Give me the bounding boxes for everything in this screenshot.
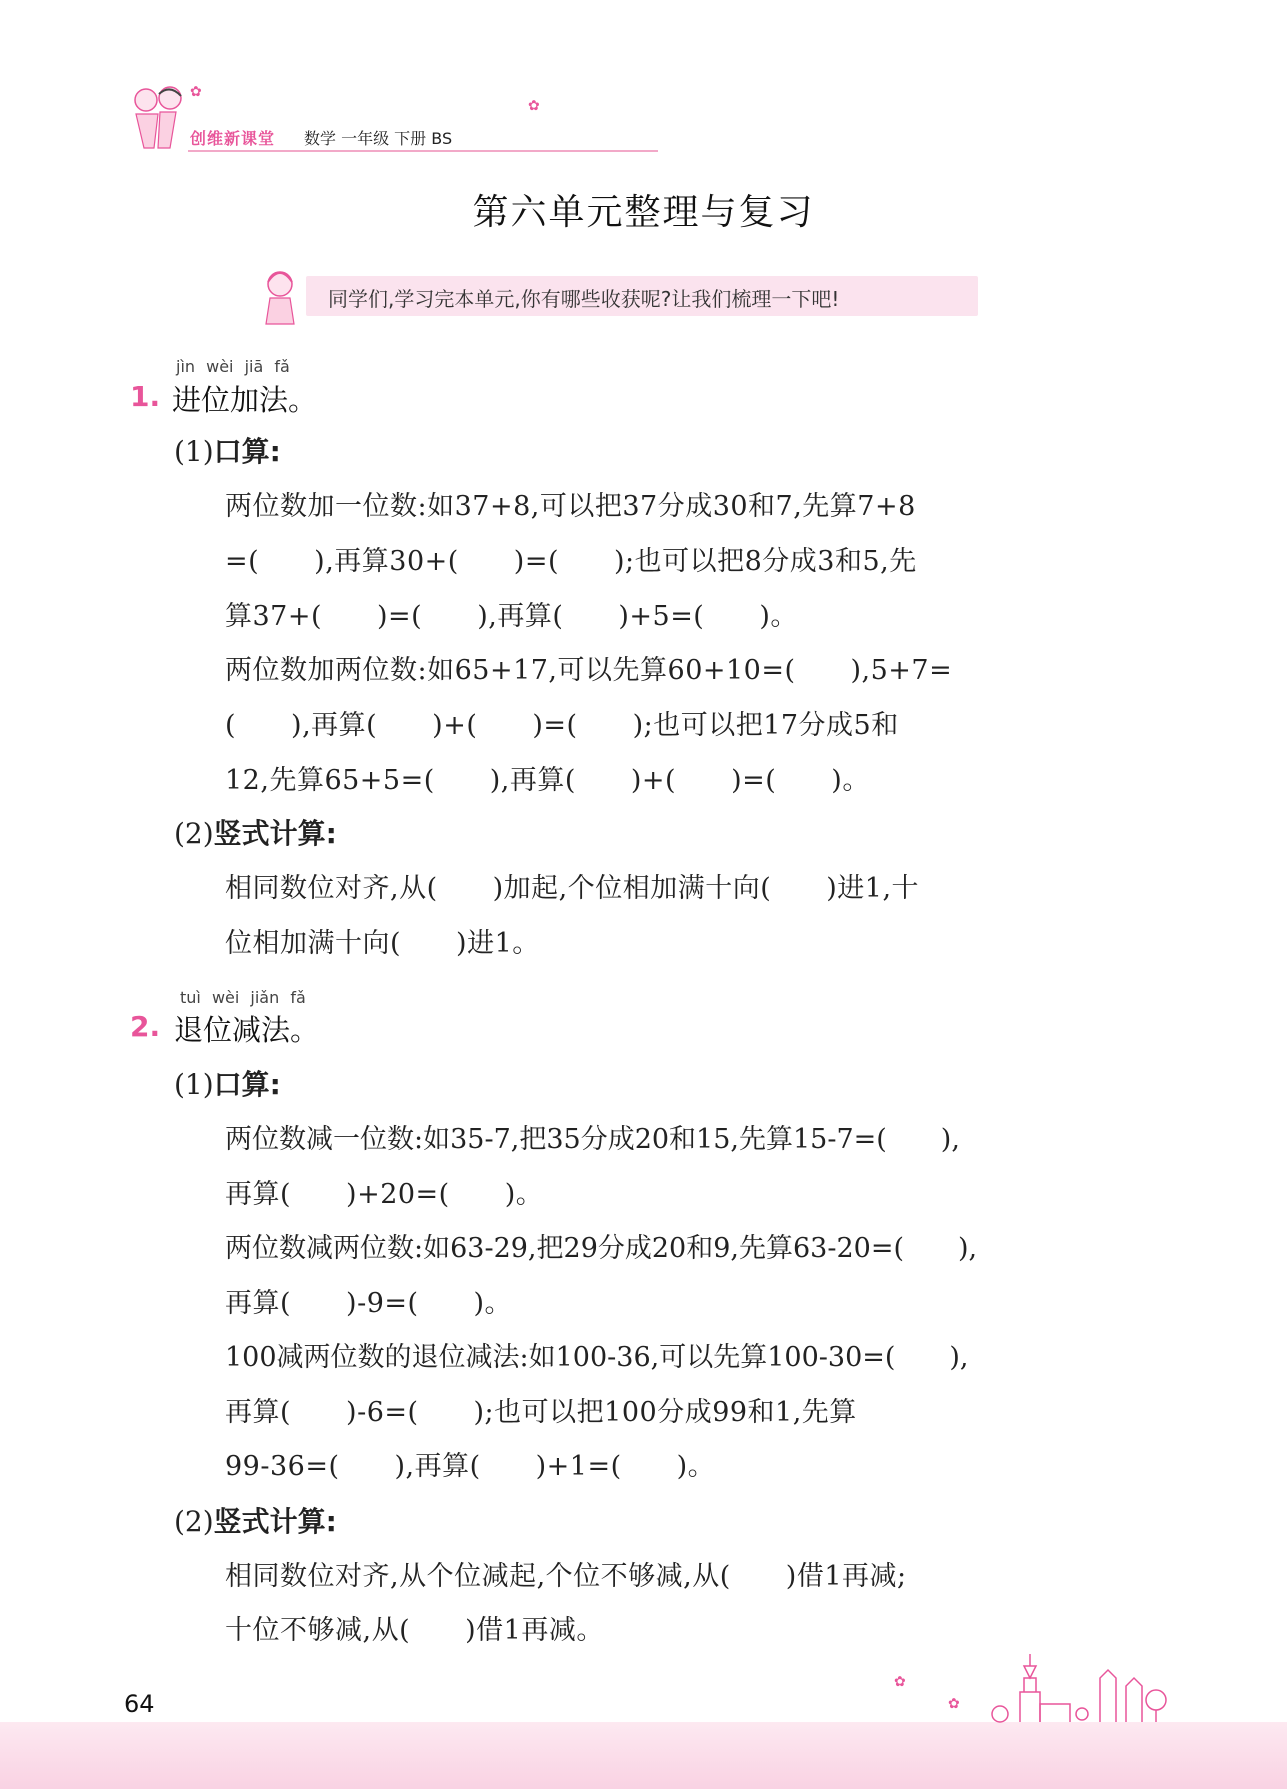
text-line: 相同数位对齐,从个位减起,个位不够减,从( )借1再减; xyxy=(225,1561,907,1592)
subsection-title: 口算: xyxy=(213,435,281,468)
header-divider xyxy=(188,150,658,152)
text-line: 十位不够减,从( )借1再减。 xyxy=(225,1615,604,1646)
castle-illustration-icon xyxy=(980,1648,1170,1724)
intro-bubble xyxy=(306,276,978,316)
text-line: =( ),再算30+( )=( );也可以把8分成3和5,先 xyxy=(225,546,917,577)
subsection-label: (1) xyxy=(174,1068,214,1101)
subsection-label: (1) xyxy=(174,435,214,468)
section-pinyin: tuì wèi jiǎn fǎ xyxy=(180,988,306,1007)
flower-icon: ✿ xyxy=(948,1696,960,1712)
subsection-heading xyxy=(174,1063,281,1103)
kids-illustration-icon xyxy=(128,82,190,152)
flower-icon: ✿ xyxy=(190,84,202,100)
subsection-title: 竖式计算: xyxy=(213,1505,337,1538)
footer-band xyxy=(0,1722,1287,1789)
flower-icon: ✿ xyxy=(894,1674,906,1690)
text-line: 99-36=( ),再算( )+1=( )。 xyxy=(225,1451,716,1482)
subsection-heading xyxy=(174,1500,337,1540)
page-number: 64 xyxy=(124,1690,155,1718)
subsection-label: (2) xyxy=(174,1505,214,1538)
text-line: 两位数加一位数:如37+8,可以把37分成30和7,先算7+8 xyxy=(225,491,916,522)
subject-label: 数学 一年级 下册 BS xyxy=(304,129,453,148)
section-title: 退位减法。 xyxy=(174,1013,320,1047)
intro-text: 同学们,学习完本单元,你有哪些收获呢?让我们梳理一下吧! xyxy=(328,287,840,311)
subsection-label: (2) xyxy=(174,817,214,850)
page-title: 第六单元整理与复习 xyxy=(472,192,815,233)
girl-mascot-icon xyxy=(258,268,304,326)
text-line: 再算( )-9=( )。 xyxy=(225,1288,513,1319)
text-line: 再算( )+20=( )。 xyxy=(225,1179,544,1210)
text-line: 再算( )-6=( );也可以把100分成99和1,先算 xyxy=(225,1397,857,1428)
text-line: 算37+( )=( ),再算( )+5=( )。 xyxy=(225,601,798,632)
text-line: 两位数减一位数:如35-7,把35分成20和15,先算15-7=( ), xyxy=(225,1124,960,1155)
subsection-title: 口算: xyxy=(213,1068,281,1101)
section-number: 2. xyxy=(130,1010,161,1043)
text-line: 位相加满十向( )进1。 xyxy=(225,928,540,959)
subsection-heading xyxy=(174,812,337,852)
subsection-title: 竖式计算: xyxy=(213,817,337,850)
text-line: 12,先算65+5=( ),再算( )+( )=( )。 xyxy=(225,765,870,796)
text-line: 100减两位数的退位减法:如100-36,可以先算100-30=( ), xyxy=(225,1342,969,1373)
text-line: 两位数减两位数:如63-29,把29分成20和9,先算63-20=( ), xyxy=(225,1233,978,1264)
section-title: 进位加法。 xyxy=(172,383,318,417)
brand-name: 创维新课堂 xyxy=(190,129,276,148)
subsection-heading xyxy=(174,430,281,470)
text-line: 相同数位对齐,从( )加起,个位相加满十向( )进1,十 xyxy=(225,873,920,904)
text-line: ( ),再算( )+( )=( );也可以把17分成5和 xyxy=(225,710,899,741)
page-header xyxy=(128,82,628,152)
section-pinyin: jìn wèi jiā fǎ xyxy=(176,357,290,376)
section-number: 1. xyxy=(130,380,161,413)
text-line: 两位数加两位数:如65+17,可以先算60+10=( ),5+7= xyxy=(225,655,953,686)
flower-icon: ✿ xyxy=(528,98,540,114)
